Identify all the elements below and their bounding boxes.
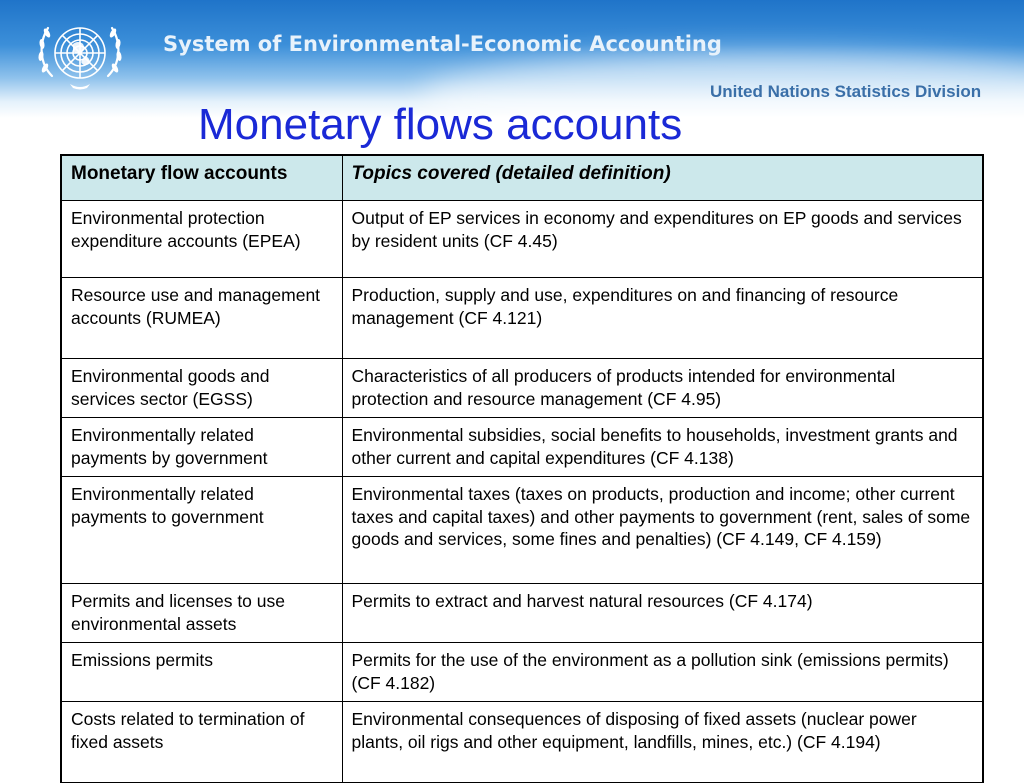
account-cell: Resource use and management accounts (RUMEA) (61, 278, 342, 359)
topics-cell: Permits for the use of the environment as a pollution sink (emissions permits) (CF 4.182) (342, 643, 983, 702)
table-row (61, 278, 983, 359)
table-row (61, 359, 983, 418)
column-header-topics: Topics covered (detailed definition) (342, 155, 983, 201)
account-cell: Permits and licenses to use environmental assets (61, 584, 342, 643)
organization-name: United Nations Statistics Division (710, 82, 982, 101)
banner-title: System of Environmental-Economic Accounting (163, 32, 722, 56)
table-row (61, 643, 983, 702)
account-cell: Emissions permits (61, 643, 342, 702)
table-row (61, 418, 983, 477)
column-header-accounts: Monetary flow accounts (61, 155, 342, 201)
account-cell: Costs related to termination of fixed assets (61, 702, 342, 783)
table-row (61, 477, 983, 584)
account-cell: Environmentally related payments by government (61, 418, 342, 477)
topics-cell: Environmental taxes (taxes on products, production and income; other current taxes and capital taxes) and other payments to government (rent, sales of some goods and services, some fines and penalties) (CF 4.149, CF 4.159) (342, 477, 983, 584)
table-header-row (61, 155, 983, 201)
topics-cell: Environmental subsidies, social benefits to households, investment grants and other current and capital expenditures (CF 4.138) (342, 418, 983, 477)
accounts-table (60, 154, 984, 783)
table-row (61, 702, 983, 783)
account-cell: Environmentally related payments to government (61, 477, 342, 584)
account-cell: Environmental protection expenditure accounts (EPEA) (61, 201, 342, 278)
un-emblem-icon (30, 6, 130, 106)
topics-cell: Production, supply and use, expenditures on and financing of resource management (CF 4.121) (342, 278, 983, 359)
slide-title: Monetary flows accounts (198, 100, 683, 149)
account-cell: Environmental goods and services sector (EGSS) (61, 359, 342, 418)
topics-cell: Environmental consequences of disposing of fixed assets (nuclear power plants, oil rigs and other equipment, landfills, mines, etc.) (CF 4.194) (342, 702, 983, 783)
topics-cell: Output of EP services in economy and expenditures on EP goods and services by resident units (CF 4.45) (342, 201, 983, 278)
table-row (61, 201, 983, 278)
table-row (61, 584, 983, 643)
topics-cell: Permits to extract and harvest natural resources (CF 4.174) (342, 584, 983, 643)
topics-cell: Characteristics of all producers of products intended for environmental protection and resource management (CF 4.95) (342, 359, 983, 418)
